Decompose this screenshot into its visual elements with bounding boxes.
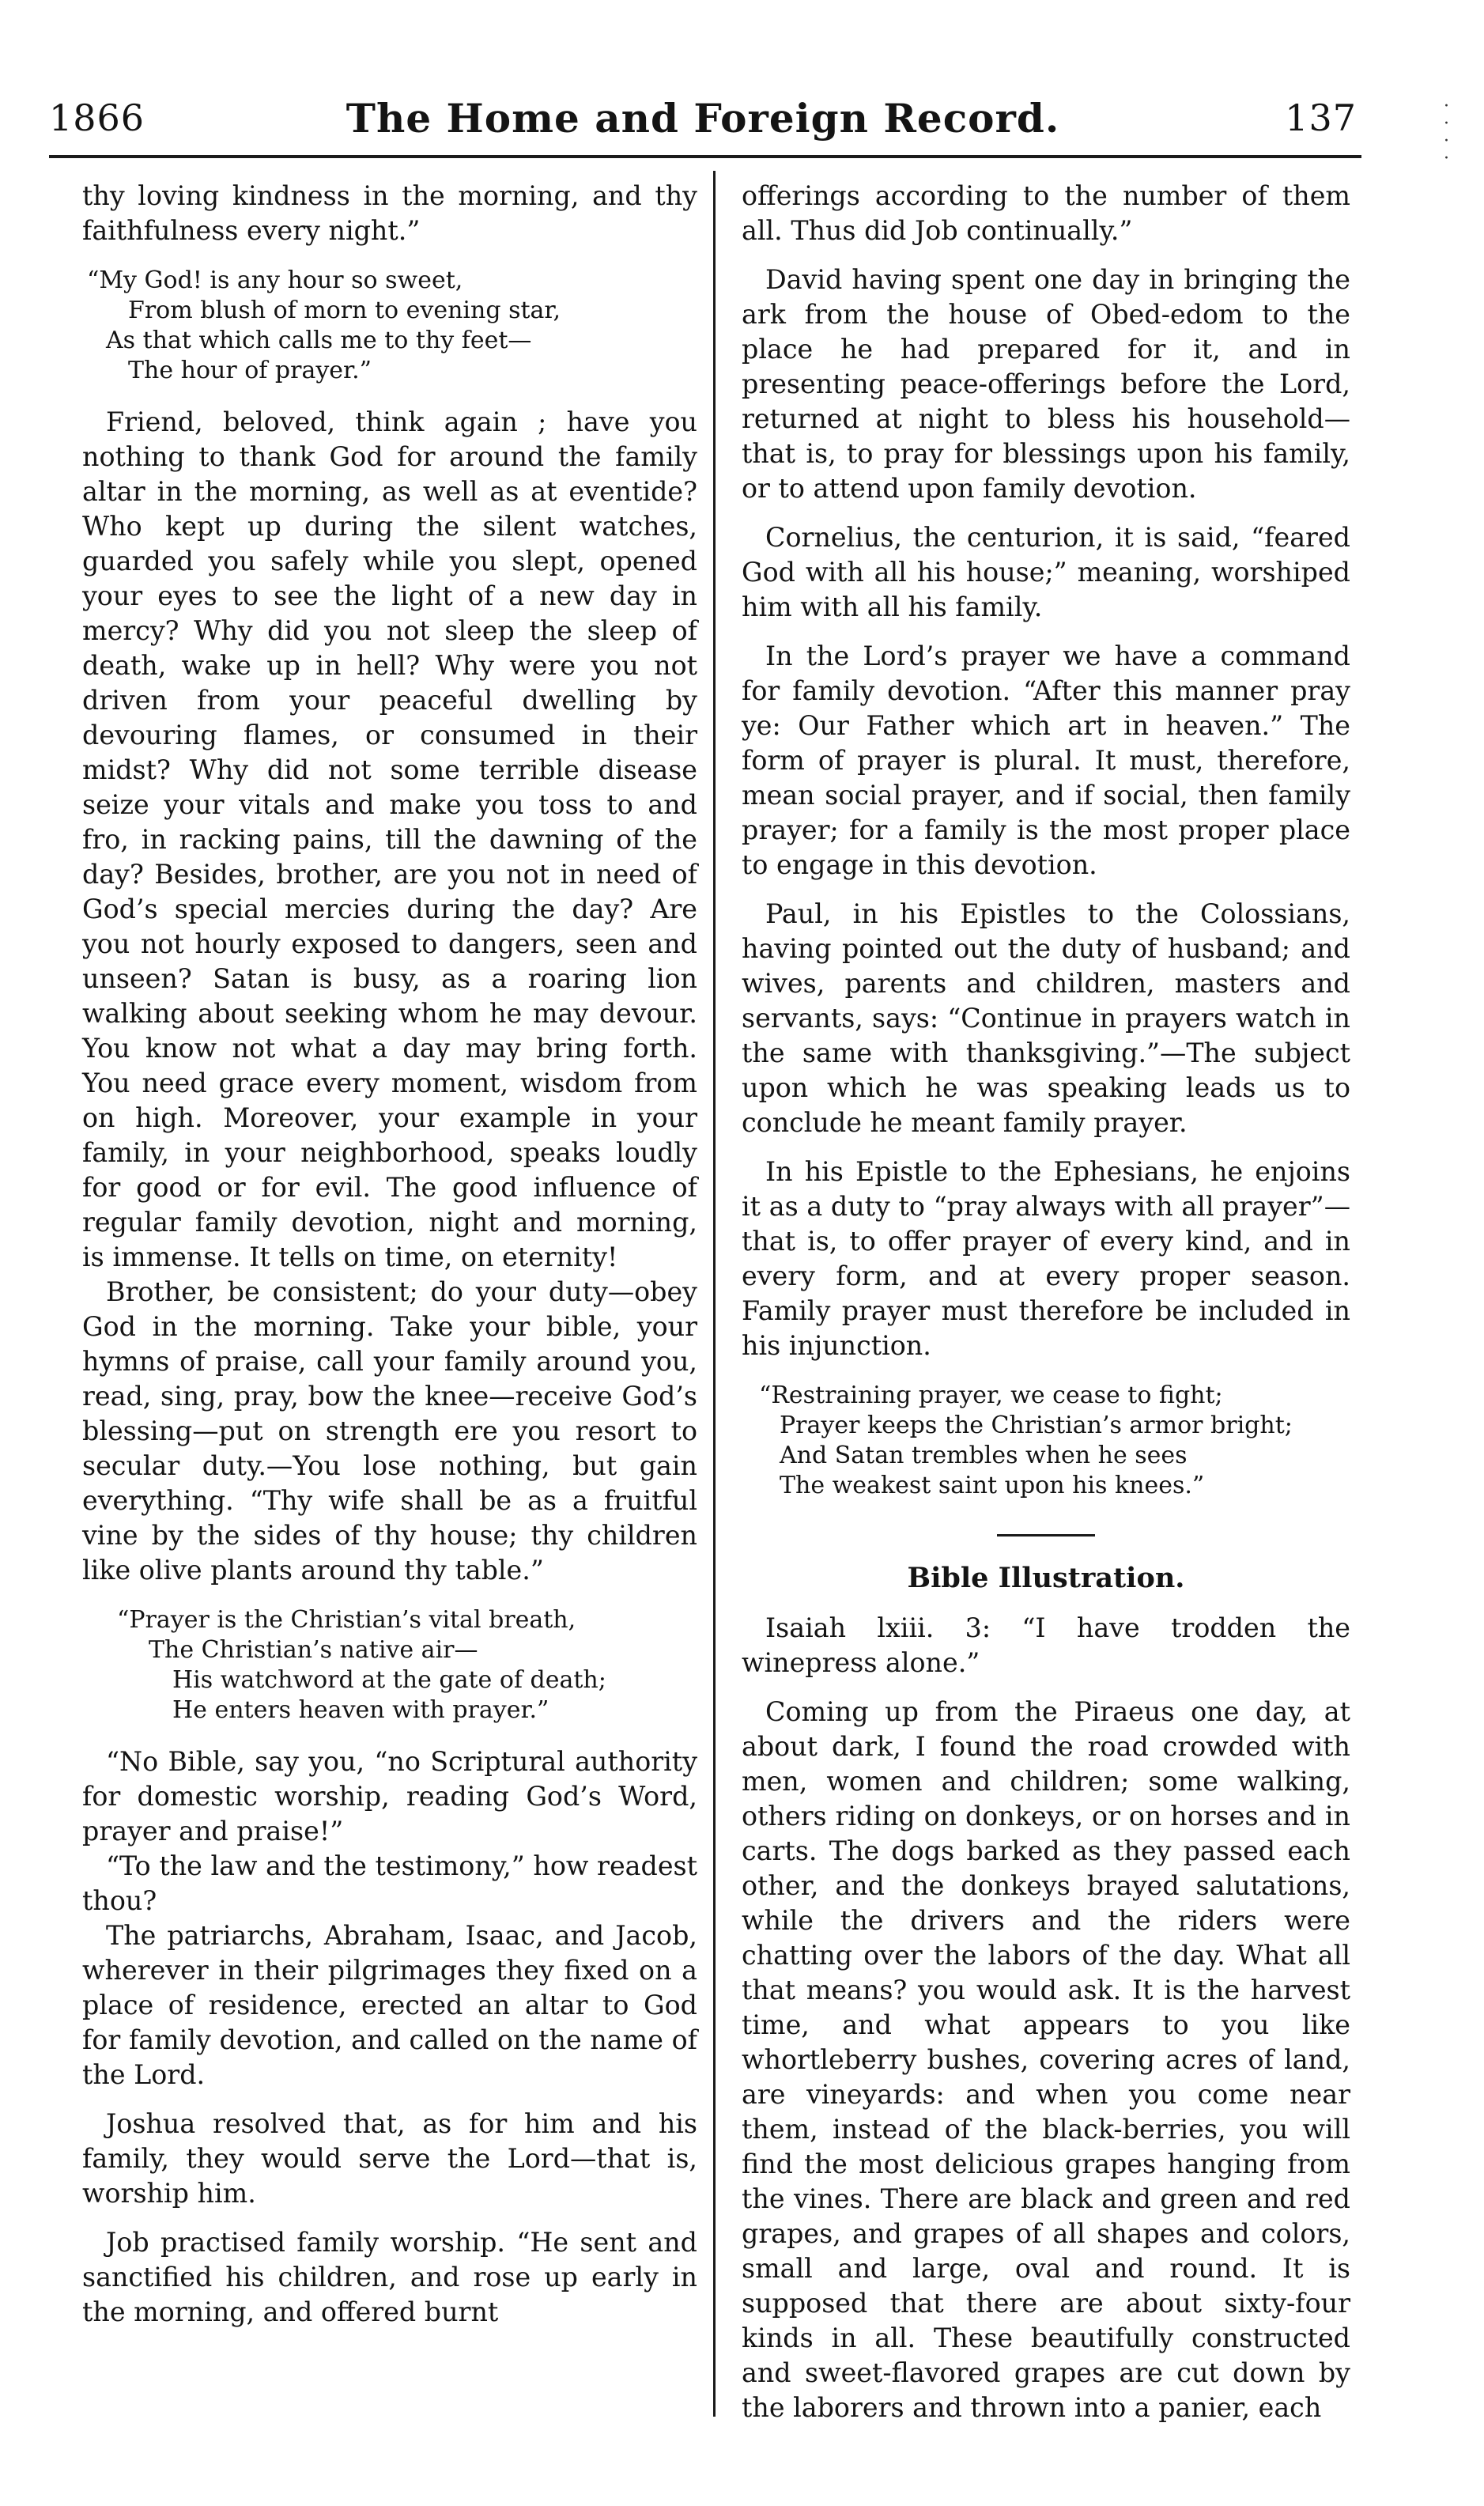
paragraph: “To the law and the testimony,” how readest thou? xyxy=(82,1850,697,1916)
paragraph: Joshua resolved that, as for him and his family, they would serve the Lord—that is, worship him. xyxy=(82,2108,697,2209)
header-year: 1866 xyxy=(49,96,145,139)
verse-line: As that which calls me to thy feet— xyxy=(106,327,532,354)
verse-line: And Satan trembles when he sees xyxy=(780,1442,1188,1469)
verse-line: “Prayer is the Christian’s vital breath, xyxy=(117,1606,576,1634)
paragraph: Job practised family worship. “He sent and sanctified his children, and rose up early in the morning, and offered burnt xyxy=(82,2227,697,2327)
left-column xyxy=(82,179,697,2330)
paragraph: The patriarchs, Abraham, Isaac, and Jacob, wherever in their pilgrimages they fixed on a place of residence, erected an altar to God for family devotion, and called on the name of the Lord. xyxy=(82,1920,697,2090)
hymn-verse xyxy=(82,1605,697,1725)
hymn-verse xyxy=(82,266,697,386)
scripture-reference: Isaiah lxiii. 3: “I have trodden the winepress alone.” xyxy=(742,1612,1350,1678)
journal-title: The Home and Foreign Record. xyxy=(346,95,1060,142)
page-number: 137 xyxy=(1285,96,1357,139)
paragraph: David having spent one day in bringing the ark from the house of Obed-edom to the place he had prepared for it, and in presenting peace-offerings before the Lord, returned at night to bless his household—that is, to pray for blessings upon his family, or to attend upon family devotion. xyxy=(742,264,1350,504)
section-divider xyxy=(997,1534,1095,1536)
verse-line: From blush of morn to evening star, xyxy=(128,297,561,324)
verse-line: “My God! is any hour so sweet, xyxy=(87,266,463,294)
paragraph: thy loving kindness in the morning, and thy faithfulness every night.” xyxy=(82,180,697,246)
paragraph: Cornelius, the centurion, it is said, “feared God with all his house;” meaning, worshiped him with all his family. xyxy=(742,522,1350,622)
verse-line: “Restraining prayer, we cease to fight; xyxy=(759,1382,1223,1409)
right-column xyxy=(742,179,1350,2425)
paragraph: In his Epistle to the Ephesians, he enjoins it as a duty to “pray always with all prayer”—that is, to offer prayer of every kind, and in every form, and at every proper season. Family prayer must therefore be included in his injunction. xyxy=(742,1156,1350,1361)
paragraph: Friend, beloved, think again ; have you nothing to thank God for around the family altar in the morning, as well as at eventide? Who kept up during the silent watches, guarded you safely while you slept, opened your eyes to see the light of a new day in mercy? Why did you not sleep the sleep of death, wake up in hell? Why were you not driven from your peaceful dwelling by devouring flames, or consumed in their midst? Why did not some terrible disease seize your vitals and make you toss to and fro, in racking pains, till the dawning of the day? Besides, brother, are you not in need of God’s special mercies during the day? Are you not hourly exposed to dangers, seen and unseen? Satan is busy, as a roaring lion walking about seeking whom he may devour. You know not what a day may bring forth. You need grace every moment, wisdom from on high. Moreover, your example in your family, in your neighborhood, speaks loudly for good or for evil. The good influence of regular family devotion, night and morning, is immense. It tells on time, on eternity! xyxy=(82,406,697,1272)
paragraph: In the Lord’s prayer we have a command for family devotion. “After this manner pray ye: Our Father which art in heaven.” The form of prayer is plural. It must, therefore, mean social prayer, and if social, then family prayer; for a family is the most proper place to engage in this devotion. xyxy=(742,641,1350,880)
verse-line: The hour of prayer.” xyxy=(128,357,372,384)
column-divider xyxy=(713,171,716,2417)
verse-line: The Christian’s native air— xyxy=(149,1636,478,1664)
verse-line: His watchword at the gate of death; xyxy=(172,1666,606,1694)
verse-line: Prayer keeps the Christian’s armor bright; xyxy=(780,1412,1293,1439)
paragraph: Coming up from the Piraeus one day, at about dark, I found the road crowded with men, women and children; some walking, others riding on donkeys, or on horses and in carts. The dogs barked as they passed each other, and the donkeys brayed salutations, while the drivers and the riders were chatting over the labors of the day. What all that means? you would ask. It is the harvest time, and what appears to you like whortleberry bushes, covering acres of land, are vineyards: and when you come near them, instead of the black-berries, you will find the most delicious grapes hanging from the vines. There are black and green and red grapes, and grapes of all shapes and colors, small and large, oval and round. It is supposed that there are about sixty-four kinds in all. These beautifully constructed and sweet-flavored grapes are cut down by the laborers and thrown into a panier, each xyxy=(742,1696,1350,2423)
paragraph: Paul, in his Epistles to the Colossians, having pointed out the duty of husband; and wives, parents and children, masters and servants, says: “Continue in prayers watch in the same with thanksgiving.”—The subject upon which he was speaking leads us to conclude he meant family prayer. xyxy=(742,898,1350,1138)
paragraph: Brother, be consistent; do your duty—obey God in the morning. Take your bible, your hymns of praise, call your family around you, read, sing, pray, bow the knee—receive God’s blessing—put on strength ere you resort to secular duty.—You lose nothing, but gain everything. “Thy wife shall be as a fruitful vine by the sides of thy house; thy children like olive plants around thy table.” xyxy=(82,1276,697,1586)
running-header xyxy=(49,93,1357,153)
section-heading: Bible Illustration. xyxy=(907,1562,1185,1594)
verse-line: He enters heaven with prayer.” xyxy=(172,1696,549,1724)
paragraph: “No Bible, say you, “no Scriptural authority for domestic worship, reading God’s Word, prayer and praise!” xyxy=(82,1746,697,1846)
verse-line: The weakest saint upon his knees.” xyxy=(780,1472,1205,1499)
hymn-verse xyxy=(742,1381,1350,1501)
paragraph: offerings according to the number of them all. Thus did Job continually.” xyxy=(742,180,1350,246)
header-rule xyxy=(49,155,1361,158)
margin-specks: · · · · xyxy=(1444,96,1449,168)
